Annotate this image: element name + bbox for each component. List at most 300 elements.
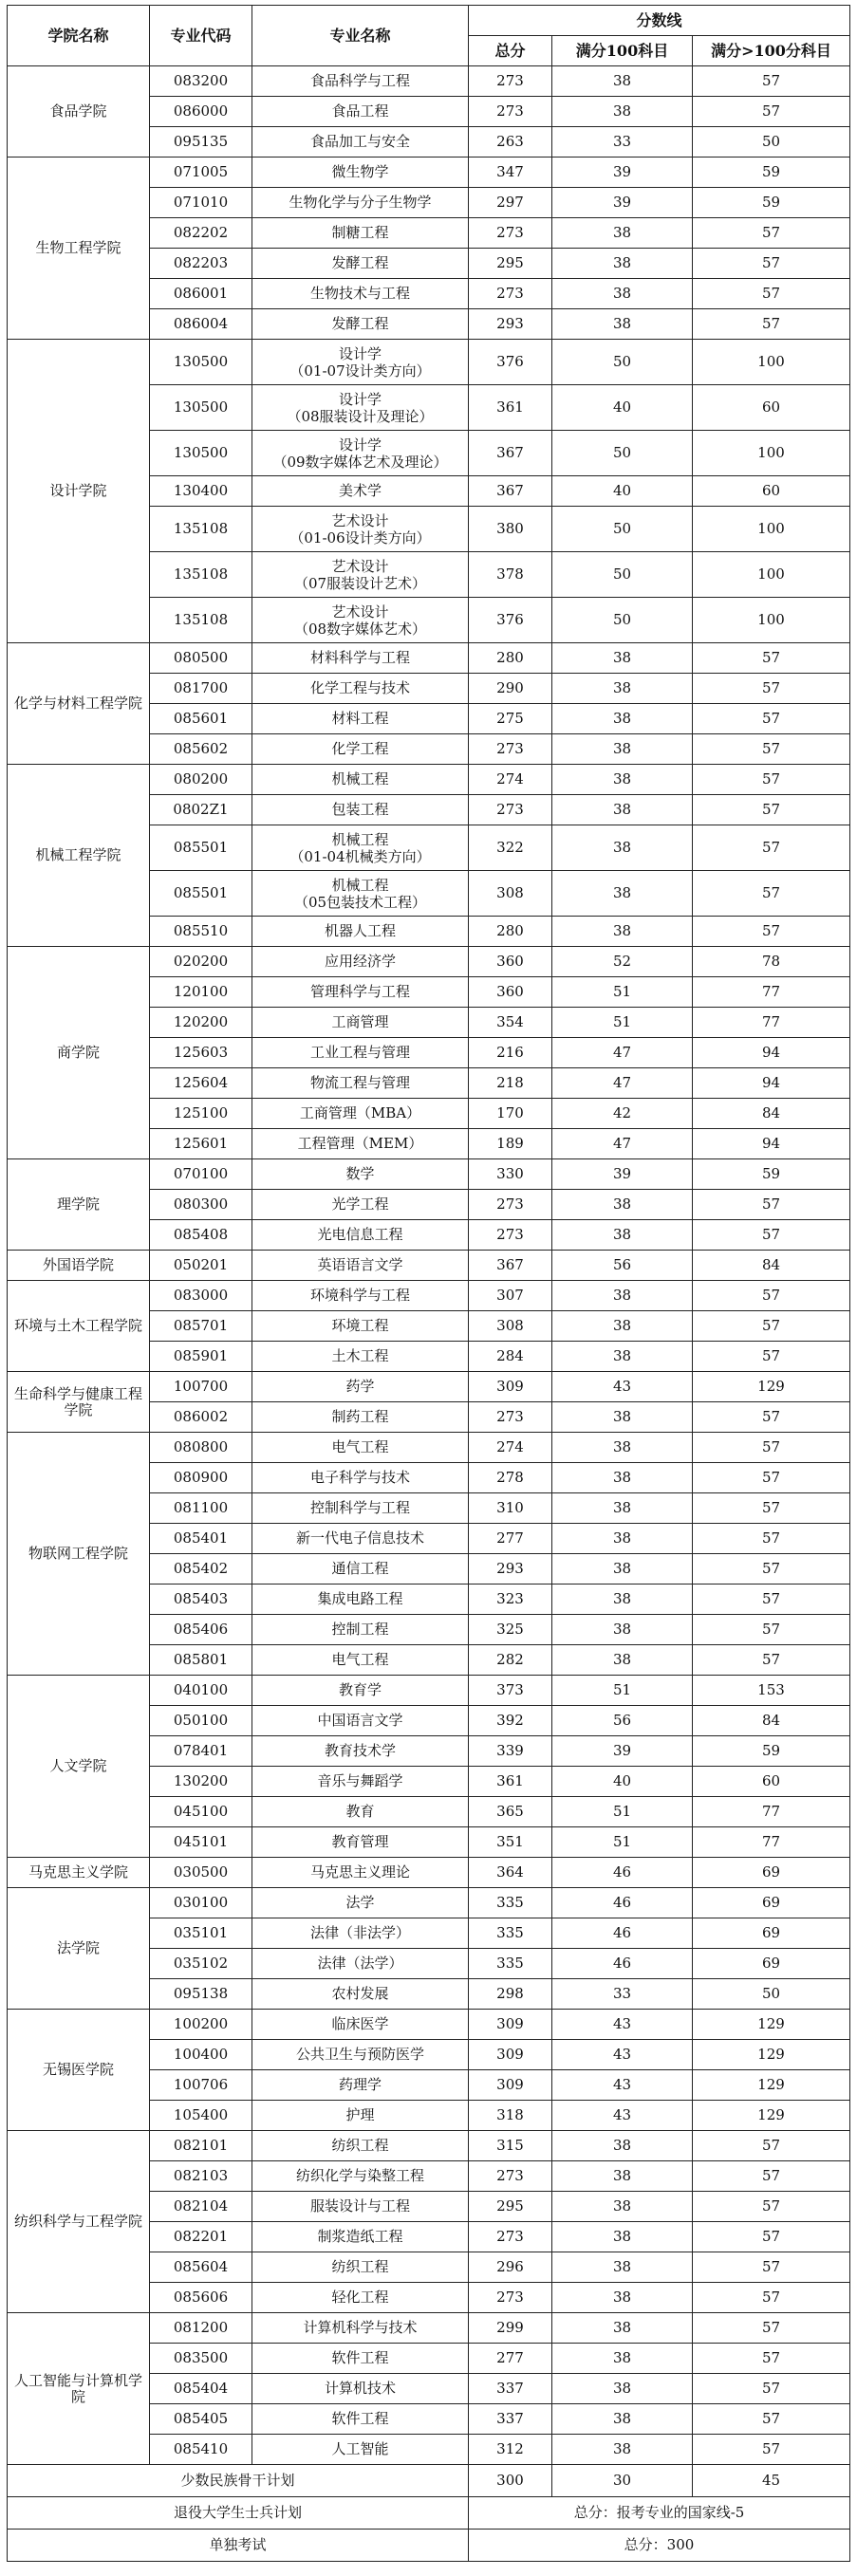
- total-score: 277: [469, 1524, 552, 1554]
- total-score: 351: [469, 1827, 552, 1858]
- total-score: 273: [469, 97, 552, 127]
- score-full-100: 56: [552, 1251, 693, 1281]
- total-score: 330: [469, 1159, 552, 1190]
- major-name-line: 机器人工程: [324, 922, 396, 939]
- major-name-line: 法律（非法学）: [309, 1924, 410, 1941]
- major-name: [252, 1585, 469, 1615]
- major-name: [252, 1159, 469, 1190]
- header-major-name: 专业名称: [252, 6, 469, 66]
- total-score: 263: [469, 127, 552, 158]
- major-name-line: 食品工程: [331, 102, 389, 120]
- total-score: 298: [469, 1979, 552, 2010]
- major-name-line: 护理: [345, 2106, 375, 2123]
- major-code: 085601: [150, 704, 252, 734]
- score-over-100: 57: [693, 1342, 850, 1372]
- score-full-100: 38: [552, 2222, 693, 2252]
- total-score: 280: [469, 917, 552, 947]
- score-over-100: 59: [693, 188, 850, 218]
- major-code: 080300: [150, 1190, 252, 1220]
- major-code: 0802Z1: [150, 795, 252, 825]
- total-score: 337: [469, 2404, 552, 2435]
- score-over-100: 129: [693, 2040, 850, 2070]
- score-over-100: 84: [693, 1706, 850, 1736]
- total-score: 274: [469, 765, 552, 795]
- major-name-line: 教育管理: [331, 1833, 389, 1850]
- major-name-line: 食品科学与工程: [309, 72, 410, 89]
- major-name-line: 应用经济学: [324, 953, 396, 970]
- score-full-100: 38: [552, 765, 693, 795]
- score-full-100: 38: [552, 1524, 693, 1554]
- major-name-line: 发酵工程: [331, 315, 389, 332]
- major-code: 040100: [150, 1676, 252, 1706]
- score-over-100: 78: [693, 947, 850, 977]
- major-name: [252, 1858, 469, 1888]
- score-full-100: 40: [552, 476, 693, 507]
- score-full-100: 33: [552, 127, 693, 158]
- score-over-100: 129: [693, 2070, 850, 2101]
- table-body: [8, 66, 850, 2465]
- major-direction-line: （09数字媒体艺术及理论）: [272, 453, 448, 471]
- score-over-100: 153: [693, 1676, 850, 1706]
- major-name-line: 土木工程: [331, 1347, 389, 1364]
- major-code: 082202: [150, 218, 252, 249]
- total-score: 378: [469, 552, 552, 598]
- footer-row-minority: [8, 2465, 850, 2497]
- major-name-line: 控制科学与工程: [309, 1499, 410, 1516]
- score-over-100: 100: [693, 552, 850, 598]
- table-row: [8, 1858, 850, 1888]
- major-name: [252, 431, 469, 476]
- score-full-100: 46: [552, 1858, 693, 1888]
- score-full-100: 39: [552, 1736, 693, 1767]
- header-full-100: 满分100科目: [552, 36, 693, 66]
- major-name: [252, 1251, 469, 1281]
- score-full-100: 40: [552, 385, 693, 431]
- major-name: [252, 1827, 469, 1858]
- score-full-100: 52: [552, 947, 693, 977]
- major-direction-line: （07服装设计艺术）: [293, 574, 427, 592]
- total-score: 367: [469, 431, 552, 476]
- major-code: 083200: [150, 66, 252, 97]
- total-score: 170: [469, 1099, 552, 1129]
- major-name: [252, 1706, 469, 1736]
- college-name: 食品学院: [8, 66, 150, 158]
- major-name-line: 计算机科学与技术: [303, 2319, 418, 2336]
- score-full-100: 56: [552, 1706, 693, 1736]
- total-score: 273: [469, 2222, 552, 2252]
- total-score: 277: [469, 2344, 552, 2374]
- major-name-line: 法学: [345, 1894, 375, 1911]
- college-name: 人文学院: [8, 1676, 150, 1858]
- score-over-100: 84: [693, 1251, 850, 1281]
- total-score: 273: [469, 734, 552, 765]
- major-direction-line: （08服装设计及理论）: [287, 407, 434, 425]
- major-name-line: 马克思主义理论: [309, 1863, 410, 1881]
- table-row: [8, 2313, 850, 2344]
- score-over-100: 57: [693, 2435, 850, 2465]
- major-name: [252, 825, 469, 871]
- major-code: 080500: [150, 643, 252, 674]
- major-name-line: 包装工程: [331, 801, 389, 818]
- score-over-100: 57: [693, 2313, 850, 2344]
- score-over-100: 57: [693, 2222, 850, 2252]
- major-name-line: 发酵工程: [331, 254, 389, 271]
- major-name: [252, 2040, 469, 2070]
- score-full-100: 39: [552, 188, 693, 218]
- major-code: 035102: [150, 1949, 252, 1979]
- college-name: 设计学院: [8, 340, 150, 643]
- major-name-line: 物流工程与管理: [309, 1074, 410, 1091]
- score-over-100: 57: [693, 218, 850, 249]
- major-code: 085501: [150, 871, 252, 917]
- major-code: 081700: [150, 674, 252, 704]
- score-over-100: 57: [693, 1190, 850, 1220]
- major-code: 085501: [150, 825, 252, 871]
- total-score: 309: [469, 2040, 552, 2070]
- score-over-100: 84: [693, 1099, 850, 1129]
- major-name-line: 食品加工与安全: [309, 133, 410, 150]
- score-full-100: 40: [552, 1767, 693, 1797]
- major-code: 045101: [150, 1827, 252, 1858]
- major-name-line: 微生物学: [331, 163, 389, 180]
- score-full-100: 38: [552, 1493, 693, 1524]
- score-full-100: 43: [552, 2070, 693, 2101]
- major-code: 083500: [150, 2344, 252, 2374]
- major-name: [252, 1008, 469, 1038]
- footer-separate-note: 总分：300: [469, 2530, 850, 2562]
- score-over-100: 57: [693, 1645, 850, 1676]
- college-name: 化学与材料工程学院: [8, 643, 150, 765]
- total-score: 284: [469, 1342, 552, 1372]
- major-name: [252, 795, 469, 825]
- major-code: 085401: [150, 1524, 252, 1554]
- score-full-100: 50: [552, 431, 693, 476]
- major-code: 085606: [150, 2283, 252, 2313]
- score-full-100: 46: [552, 1918, 693, 1949]
- major-code: 035101: [150, 1918, 252, 1949]
- major-name-line: 控制工程: [331, 1621, 389, 1638]
- total-score: 273: [469, 1220, 552, 1251]
- score-over-100: 59: [693, 1159, 850, 1190]
- total-score: 309: [469, 2010, 552, 2040]
- major-name: [252, 188, 469, 218]
- college-name: 机械工程学院: [8, 765, 150, 947]
- college-name: 人工智能与计算机学院: [8, 2313, 150, 2465]
- major-code: 085404: [150, 2374, 252, 2404]
- major-code: 080900: [150, 1463, 252, 1493]
- score-over-100: 57: [693, 704, 850, 734]
- major-code: 100400: [150, 2040, 252, 2070]
- header-major-code: 专业代码: [150, 6, 252, 66]
- score-full-100: 38: [552, 674, 693, 704]
- score-over-100: 129: [693, 2101, 850, 2131]
- score-over-100: 57: [693, 309, 850, 340]
- major-code: 030100: [150, 1888, 252, 1918]
- major-name: [252, 1068, 469, 1099]
- total-score: 309: [469, 1372, 552, 1402]
- score-over-100: 50: [693, 127, 850, 158]
- total-score: 322: [469, 825, 552, 871]
- total-score: 325: [469, 1615, 552, 1645]
- major-code: 085405: [150, 2404, 252, 2435]
- score-full-100: 38: [552, 1645, 693, 1676]
- total-score: 297: [469, 188, 552, 218]
- score-over-100: 57: [693, 795, 850, 825]
- total-score: 392: [469, 1706, 552, 1736]
- header-total-score: 总分: [469, 36, 552, 66]
- total-score: 318: [469, 2101, 552, 2131]
- score-over-100: 57: [693, 643, 850, 674]
- major-code: 130500: [150, 340, 252, 385]
- major-name: [252, 1979, 469, 2010]
- score-over-100: 57: [693, 2374, 850, 2404]
- major-name-line: 软件工程: [331, 2410, 389, 2427]
- major-code: 085901: [150, 1342, 252, 1372]
- score-full-100: 38: [552, 218, 693, 249]
- major-name-line: 服装设计与工程: [309, 2197, 410, 2215]
- score-full-100: 38: [552, 704, 693, 734]
- major-name: [252, 2435, 469, 2465]
- major-name: [252, 1311, 469, 1342]
- score-full-100: 38: [552, 309, 693, 340]
- major-name: [252, 598, 469, 643]
- score-full-100: 38: [552, 2192, 693, 2222]
- score-full-100: 38: [552, 2252, 693, 2283]
- major-code: 086001: [150, 279, 252, 309]
- score-over-100: 77: [693, 977, 850, 1008]
- total-score: 361: [469, 1767, 552, 1797]
- score-full-100: 38: [552, 2374, 693, 2404]
- college-name: 物联网工程学院: [8, 1433, 150, 1676]
- score-over-100: 57: [693, 2131, 850, 2161]
- score-full-100: 38: [552, 1615, 693, 1645]
- score-full-100: 38: [552, 249, 693, 279]
- major-name: [252, 1676, 469, 1706]
- score-over-100: 77: [693, 1797, 850, 1827]
- major-code: 071005: [150, 158, 252, 188]
- major-name: [252, 2070, 469, 2101]
- total-score: 293: [469, 309, 552, 340]
- major-name: [252, 476, 469, 507]
- major-code: 085410: [150, 2435, 252, 2465]
- major-code: 030500: [150, 1858, 252, 1888]
- major-name-line: 艺术设计: [331, 557, 389, 575]
- major-name: [252, 2192, 469, 2222]
- total-score: 310: [469, 1493, 552, 1524]
- score-full-100: 38: [552, 1311, 693, 1342]
- major-name: [252, 947, 469, 977]
- table-row: [8, 158, 850, 188]
- major-name: [252, 1615, 469, 1645]
- major-name: [252, 279, 469, 309]
- major-name-line: 材料工程: [331, 710, 389, 727]
- major-code: 045100: [150, 1797, 252, 1827]
- major-code: 135108: [150, 598, 252, 643]
- score-full-100: 47: [552, 1129, 693, 1159]
- score-full-100: 38: [552, 871, 693, 917]
- score-over-100: 57: [693, 2344, 850, 2374]
- major-name: [252, 2374, 469, 2404]
- major-name-line: 设计学: [338, 390, 382, 408]
- total-score: 274: [469, 1433, 552, 1463]
- major-name: [252, 2313, 469, 2344]
- major-name: [252, 340, 469, 385]
- total-score: 376: [469, 598, 552, 643]
- major-code: 080800: [150, 1433, 252, 1463]
- major-name: [252, 704, 469, 734]
- score-full-100: 38: [552, 2283, 693, 2313]
- score-full-100: 50: [552, 507, 693, 552]
- header-college: 学院名称: [8, 6, 150, 66]
- total-score: 367: [469, 1251, 552, 1281]
- major-name: [252, 1190, 469, 1220]
- major-name-line: 工业工程与管理: [309, 1044, 410, 1061]
- score-over-100: 57: [693, 734, 850, 765]
- score-full-100: 43: [552, 2010, 693, 2040]
- score-full-100: 50: [552, 552, 693, 598]
- table-row: [8, 1888, 850, 1918]
- major-code: 085408: [150, 1220, 252, 1251]
- major-name: [252, 1645, 469, 1676]
- total-score: 354: [469, 1008, 552, 1038]
- major-name: [252, 977, 469, 1008]
- major-name: [252, 1949, 469, 1979]
- score-over-100: 57: [693, 97, 850, 127]
- major-name: [252, 734, 469, 765]
- table-row: [8, 2131, 850, 2161]
- major-code: 130200: [150, 1767, 252, 1797]
- major-name-line: 公共卫生与预防医学: [295, 2046, 424, 2063]
- footer-row-separate: [8, 2530, 850, 2562]
- score-over-100: 57: [693, 765, 850, 795]
- major-name-line: 光电信息工程: [317, 1226, 403, 1243]
- major-name-line: 新一代电子信息技术: [295, 1529, 424, 1547]
- table-row: [8, 66, 850, 97]
- major-name-line: 药学: [345, 1378, 375, 1395]
- major-code: 083000: [150, 1281, 252, 1311]
- total-score: 309: [469, 2070, 552, 2101]
- score-full-100: 51: [552, 1827, 693, 1858]
- major-name-line: 制药工程: [331, 1408, 389, 1425]
- total-score: 307: [469, 1281, 552, 1311]
- score-full-100: 51: [552, 1797, 693, 1827]
- footer-minority-total: 300: [469, 2465, 552, 2497]
- score-over-100: 100: [693, 431, 850, 476]
- total-score: 273: [469, 66, 552, 97]
- score-full-100: 50: [552, 598, 693, 643]
- major-name: [252, 1099, 469, 1129]
- total-score: 282: [469, 1645, 552, 1676]
- major-direction-line: （08数字媒体艺术）: [293, 620, 427, 638]
- major-code: 070100: [150, 1159, 252, 1190]
- major-code: 085602: [150, 734, 252, 765]
- major-code: 082101: [150, 2131, 252, 2161]
- total-score: 275: [469, 704, 552, 734]
- total-score: 280: [469, 643, 552, 674]
- major-name-line: 电子科学与技术: [309, 1469, 410, 1486]
- score-full-100: 38: [552, 1433, 693, 1463]
- major-name: [252, 917, 469, 947]
- major-name-line: 艺术设计: [331, 602, 389, 621]
- major-name: [252, 765, 469, 795]
- total-score: 312: [469, 2435, 552, 2465]
- score-over-100: 60: [693, 1767, 850, 1797]
- total-score: 293: [469, 1554, 552, 1585]
- major-code: 130400: [150, 476, 252, 507]
- total-score: 360: [469, 947, 552, 977]
- major-name-line: 集成电路工程: [317, 1590, 403, 1607]
- table-row: [8, 340, 850, 385]
- score-full-100: 46: [552, 1949, 693, 1979]
- major-name-line: 教育学: [338, 1681, 382, 1698]
- major-name: [252, 1281, 469, 1311]
- major-code: 086000: [150, 97, 252, 127]
- score-full-100: 43: [552, 2040, 693, 2070]
- major-name-line: 生物化学与分子生物学: [289, 194, 432, 211]
- total-score: 189: [469, 1129, 552, 1159]
- score-over-100: 57: [693, 674, 850, 704]
- score-over-100: 57: [693, 1615, 850, 1645]
- major-code: 080200: [150, 765, 252, 795]
- major-name-line: 制浆造纸工程: [317, 2228, 403, 2245]
- score-over-100: 57: [693, 1463, 850, 1493]
- major-name: [252, 1220, 469, 1251]
- major-name-line: 电气工程: [331, 1651, 389, 1668]
- college-name: 生命科学与健康工程学院: [8, 1372, 150, 1433]
- score-full-100: 38: [552, 279, 693, 309]
- score-full-100: 38: [552, 2435, 693, 2465]
- total-score: 376: [469, 340, 552, 385]
- total-score: 315: [469, 2131, 552, 2161]
- score-over-100: 50: [693, 1979, 850, 2010]
- major-code: 078401: [150, 1736, 252, 1767]
- major-name-line: 设计学: [338, 436, 382, 454]
- total-score: 273: [469, 2161, 552, 2192]
- total-score: 273: [469, 1402, 552, 1433]
- total-score: 361: [469, 385, 552, 431]
- college-name: 法学院: [8, 1888, 150, 2010]
- major-name-line: 英语语言文学: [317, 1256, 403, 1273]
- major-name: [252, 1433, 469, 1463]
- score-over-100: 60: [693, 385, 850, 431]
- major-direction-line: （01-06设计类方向）: [289, 528, 431, 547]
- major-name-line: 艺术设计: [331, 511, 389, 529]
- total-score: 273: [469, 218, 552, 249]
- score-over-100: 60: [693, 476, 850, 507]
- total-score: 347: [469, 158, 552, 188]
- major-name: [252, 1554, 469, 1585]
- footer-row-veterans: [8, 2497, 850, 2530]
- score-over-100: 100: [693, 507, 850, 552]
- major-name: [252, 2404, 469, 2435]
- major-code: 125100: [150, 1099, 252, 1129]
- score-full-100: 38: [552, 1463, 693, 1493]
- table-row: [8, 1159, 850, 1190]
- total-score: 295: [469, 249, 552, 279]
- major-code: 125604: [150, 1068, 252, 1099]
- major-name: [252, 2283, 469, 2313]
- major-name: [252, 309, 469, 340]
- major-code: 085510: [150, 917, 252, 947]
- score-over-100: 94: [693, 1038, 850, 1068]
- score-over-100: 57: [693, 871, 850, 917]
- major-name: [252, 1524, 469, 1554]
- score-full-100: 38: [552, 66, 693, 97]
- score-over-100: 57: [693, 2161, 850, 2192]
- score-over-100: 57: [693, 1311, 850, 1342]
- major-code: 082201: [150, 2222, 252, 2252]
- major-code: 135108: [150, 552, 252, 598]
